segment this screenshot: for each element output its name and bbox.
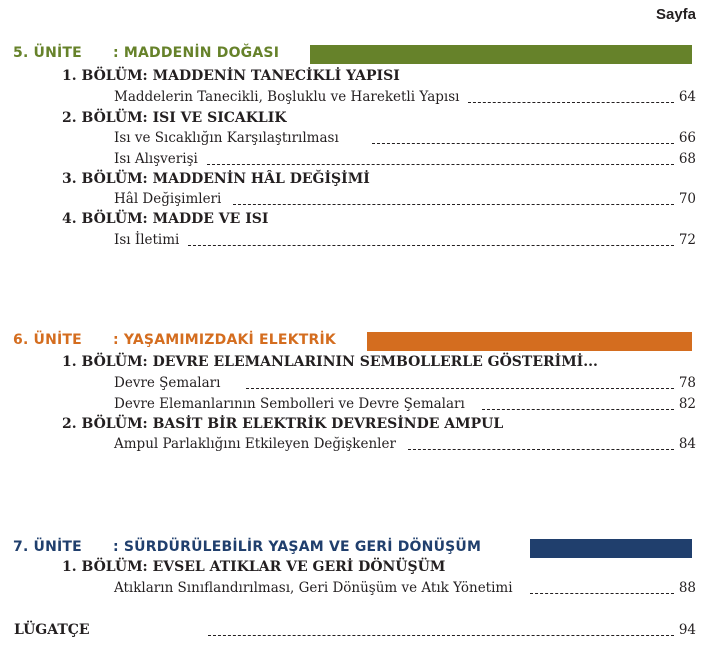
toc-entry-text: Isı ve Sıcaklığın Karşılaştırılması <box>114 130 339 146</box>
unit-5-header <box>13 45 696 67</box>
unit-7-header <box>13 539 696 561</box>
unit-5-color-bar <box>310 45 692 64</box>
dot-leader <box>408 449 674 450</box>
dot-leader <box>530 593 674 594</box>
glossary-page-number: 94 <box>678 622 696 638</box>
toc-entry-text: Devre Şemaları <box>114 375 221 391</box>
dot-leader <box>233 204 674 205</box>
page-column-label: Sayfa <box>655 6 696 23</box>
unit-6-color-bar <box>367 332 692 351</box>
unit-7-title: : SÜRDÜRÜLEBİLİR YAŞAM VE GERİ DÖNÜŞÜM <box>113 539 482 555</box>
unit-5-number: 5. ÜNİTE <box>13 45 82 61</box>
unit-7-number: 7. ÜNİTE <box>13 539 82 555</box>
dot-leader <box>246 388 674 389</box>
page-number: 88 <box>678 580 696 596</box>
section-title: 2. BÖLÜM: ISI VE SICAKLIK <box>62 110 287 126</box>
toc-entry-text: Isı İletimi <box>114 232 180 248</box>
dot-leader <box>482 409 674 410</box>
section-title: 4. BÖLÜM: MADDE VE ISI <box>62 211 269 227</box>
dot-leader <box>207 164 674 165</box>
toc-entry-text: Devre Elemanlarının Sembolleri ve Devre Şemaları <box>114 396 465 412</box>
page-number: 72 <box>678 232 696 248</box>
toc-entry-text: Isı Alışverişi <box>114 151 198 167</box>
toc-entry-text: Ampul Parlaklığını Etkileyen Değişkenler <box>114 436 396 452</box>
section-title: 1. BÖLÜM: EVSEL ATIKLAR VE GERİ DÖNÜŞÜM <box>62 559 446 575</box>
page-number: 78 <box>678 375 696 391</box>
unit-6-number: 6. ÜNİTE <box>13 332 82 348</box>
page-number: 70 <box>678 191 696 207</box>
dot-leader <box>468 102 674 103</box>
dot-leader <box>188 245 674 246</box>
page-number: 66 <box>678 130 696 146</box>
page-number: 68 <box>678 151 696 167</box>
section-title: 1. BÖLÜM: MADDENİN TANECİKLİ YAPISI <box>62 68 400 84</box>
page-number: 64 <box>678 89 696 105</box>
unit-5-title: : MADDENİN DOĞASI <box>113 45 280 61</box>
glossary-title: LÜGATÇE <box>14 622 90 638</box>
page-number: 84 <box>678 436 696 452</box>
section-title: 1. BÖLÜM: DEVRE ELEMANLARININ SEMBOLLERLE GÖSTERİMİ... <box>62 354 598 370</box>
toc-entry-text: Atıkların Sınıflandırılması, Geri Dönüşüm ve Atık Yönetimi <box>114 580 513 596</box>
unit-6-header <box>13 332 696 354</box>
dot-leader <box>372 143 674 144</box>
section-title: 2. BÖLÜM: BASİT BİR ELEKTRİK DEVRESİNDE AMPUL <box>62 416 504 432</box>
unit-7-color-bar <box>530 539 692 558</box>
toc-entry-text: Maddelerin Tanecikli, Boşluklu ve Hareketli Yapısı <box>114 89 460 105</box>
dot-leader <box>208 635 674 636</box>
toc-entry-text: Hâl Değişimleri <box>114 191 222 207</box>
unit-6-title: : YAŞAMIMIZDAKİ ELEKTRİK <box>113 332 336 348</box>
page-number: 82 <box>678 396 696 412</box>
section-title: 3. BÖLÜM: MADDENİN HÂL DEĞİŞİMİ <box>62 171 370 187</box>
